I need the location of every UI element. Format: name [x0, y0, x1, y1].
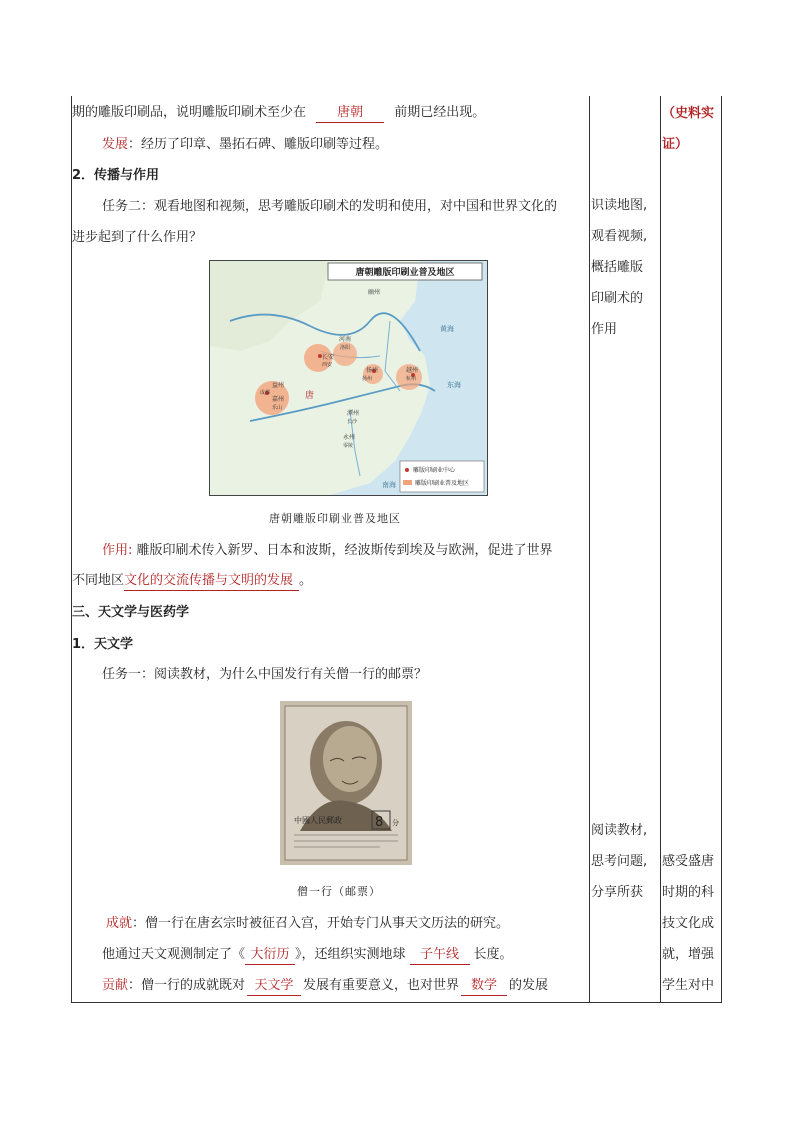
map-label: 成都	[260, 390, 271, 396]
sea-label: 南海	[382, 481, 396, 489]
intent-block: （史料实 证）	[662, 106, 715, 152]
map-label: 扬州	[362, 376, 373, 382]
activity-block: 识读地图, 观看视频, 概括雕版 印刷术的 作用	[591, 198, 648, 337]
lesson-table	[71, 96, 722, 1003]
content-column	[72, 96, 589, 1002]
map-label: 扬州	[366, 367, 379, 374]
map-label: 长沙	[347, 419, 358, 425]
tang-printing-map	[209, 260, 488, 496]
stamp-caption: 僧一行（邮票）	[297, 885, 381, 898]
map-label: 嘉州	[272, 396, 285, 403]
stamp-value: 8	[375, 815, 384, 830]
map-label: 乐山	[272, 405, 283, 411]
task-line: 进步起到了什么作用？	[72, 230, 203, 245]
stamp-graphic	[280, 701, 412, 865]
effect-line: 不同地区文化的交流传播与文明的发展 。	[72, 572, 312, 591]
map-label: 永州	[343, 434, 356, 441]
fill-blank: 数学	[461, 977, 507, 996]
legend-region: 雕版印刷业普及地区	[415, 480, 470, 487]
stamp-unit: 分	[392, 819, 399, 827]
effect-line: 作用: 雕版印刷术传入新罗、日本和波斯，经波斯传到埃及与欧洲，促进了世界	[102, 543, 553, 558]
map-label: 西安	[322, 362, 333, 368]
task-line: 任务一：阅读教材，为什么中国发行有关僧一行的邮票？	[102, 667, 428, 682]
map-label: 河南	[339, 336, 352, 343]
map-label: 洛阳	[340, 345, 351, 351]
fill-blank: 大衍历	[245, 946, 295, 965]
text-line: 期的雕版印刷品，说明雕版印刷术至少在 唐朝 前期已经出现。	[72, 104, 485, 123]
map-title: 唐朝雕版印刷业普及地区	[355, 268, 455, 278]
map-label: 益州	[272, 382, 285, 389]
sea-label: 黄海	[440, 325, 454, 333]
legend-center: 雕版印刷业中心	[413, 467, 456, 474]
map-graphic	[210, 261, 487, 495]
map-label: 杭州	[406, 376, 417, 382]
contribution-line: 贡献：僧一行的成就既对 天文学 发展有重要意义，也对世界 数学 的发展	[102, 977, 548, 996]
intent-block: 感受盛唐 时期的科 技文化成 就，增强 学生对中	[662, 854, 715, 993]
fill-blank: 文化的交流传播与文明的发展	[124, 572, 299, 591]
map-label: 零陵	[343, 443, 354, 449]
task-line: 任务二：观看地图和视频，思考雕版印刷术的发明和使用，对中国和世界文化的	[102, 199, 558, 214]
sea-label: 东海	[447, 381, 461, 389]
activity-block: 阅读教材, 思考问题, 分享所获	[591, 823, 648, 900]
section-heading: 三、天文学与医药学	[72, 605, 190, 620]
fill-blank: 唐朝	[316, 104, 384, 123]
design-intent-column	[660, 96, 722, 1002]
map-label: 唐	[305, 391, 315, 401]
achievement-line: 成就：僧一行在唐玄宗时被征召入宫，开始专门从事天文历法的研究。	[106, 916, 510, 931]
development-line: 发展：经历了印章、墨拓石碑、雕版印刷等过程。	[102, 137, 389, 152]
student-activity-column	[589, 96, 659, 1002]
fill-blank: 天文学	[247, 977, 301, 996]
map-caption: 唐朝雕版印刷业普及地区	[269, 512, 401, 525]
calendar-line: 他通过天文观测制定了《 大衍历 》，还组织实测地球 子午线 长度。	[102, 946, 513, 965]
stamp-issuer: 中國人民郵政	[294, 816, 342, 825]
map-label: 潭州	[347, 410, 360, 417]
map-label: 长安	[322, 354, 335, 361]
map-label: 越州	[406, 367, 419, 374]
stamp-image	[280, 701, 412, 865]
section-heading: 2．传播与作用	[72, 168, 160, 183]
section-heading: 1．天文学	[72, 637, 134, 652]
fill-blank: 子午线	[410, 946, 470, 965]
map-label: 幽州	[368, 289, 381, 296]
